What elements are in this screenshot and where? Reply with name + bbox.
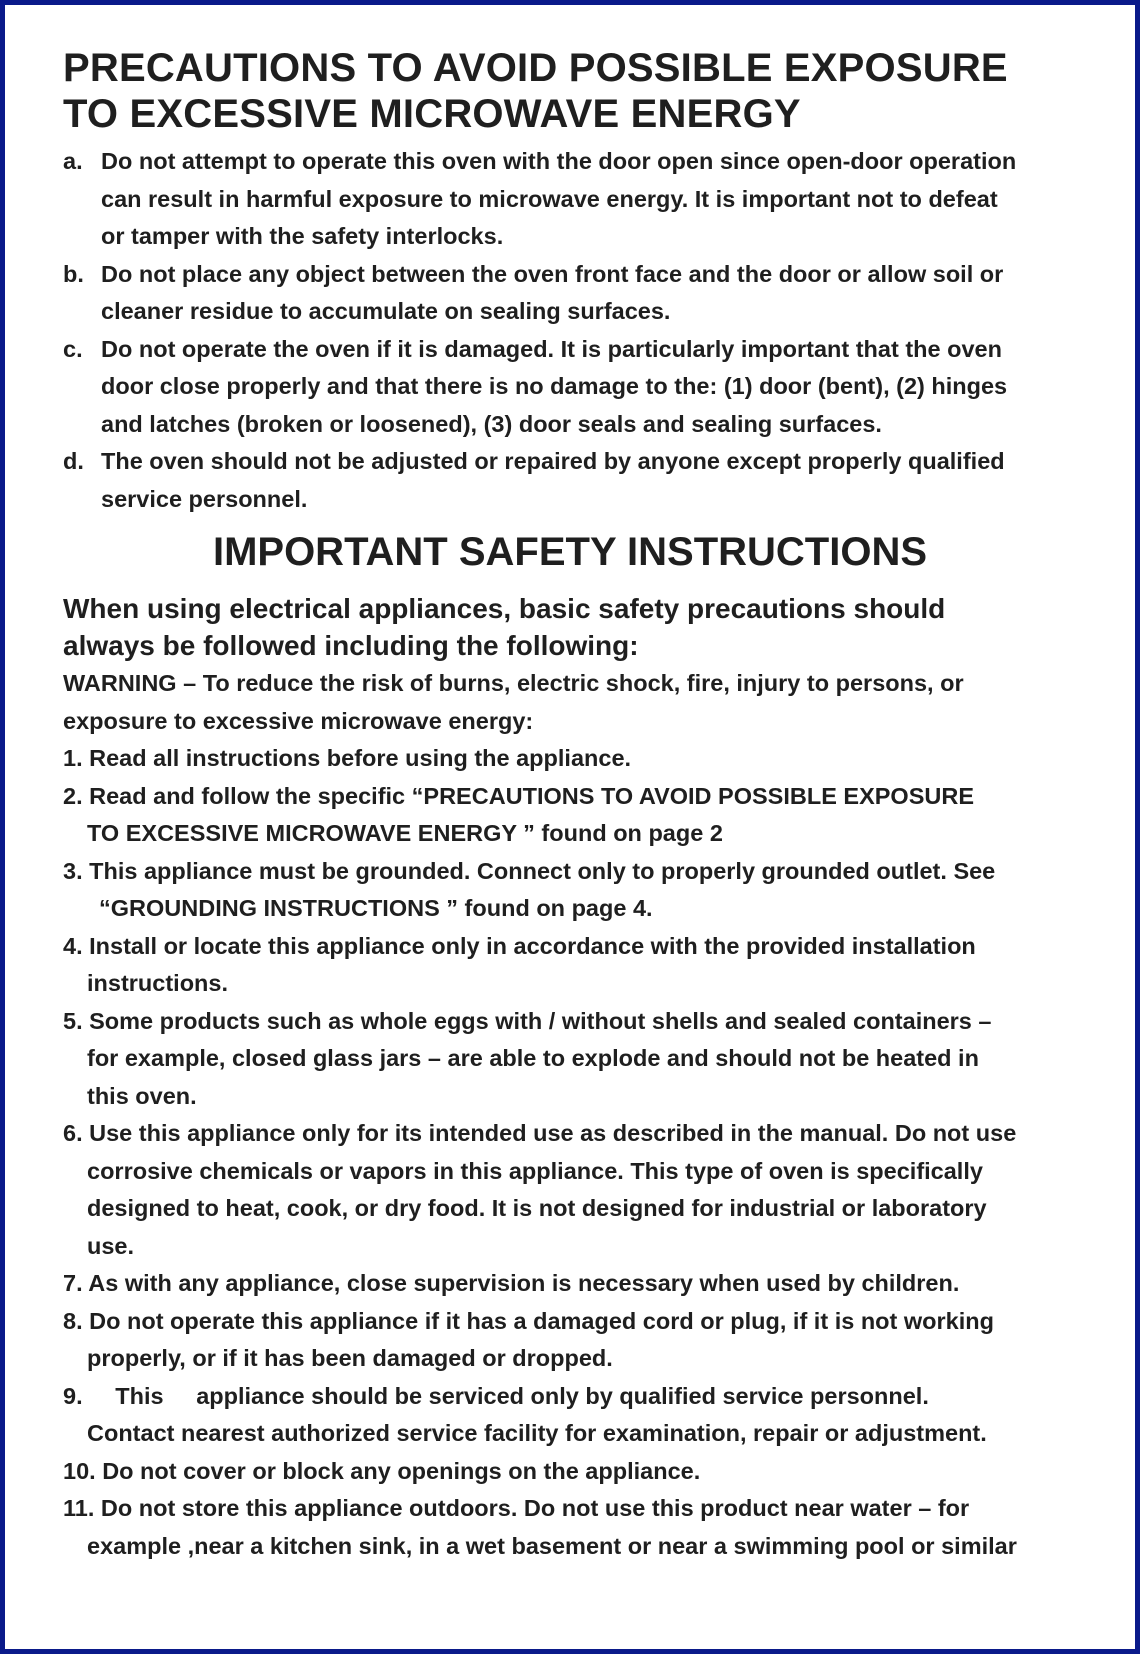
item-line: 8. Do not operate this appliance if it has a damaged cord or plug, if it is not working [63,1307,994,1334]
instruction-item-2 [63,778,1077,853]
precaution-item-d [63,443,1077,518]
precautions-title-line: PRECAUTIONS TO AVOID POSSIBLE EXPOSURE [63,46,1008,90]
item-line: can result in harmful exposure to microwave energy. It is important not to defeat [101,185,998,212]
item-text [101,256,1077,331]
precautions-title-line: TO EXCESSIVE MICROWAVE ENERGY [63,92,801,136]
item-line: Contact nearest authorized service facility for examination, repair or adjustment. [87,1420,987,1446]
instruction-item-8 [63,1303,1077,1378]
precautions-list [63,143,1077,518]
precaution-item-a [63,143,1077,256]
item-marker: d. [63,448,84,474]
warning-text [63,664,1077,740]
item-line: “GROUNDING INSTRUCTIONS ” found on page 4. [99,895,653,921]
item-line: Do not attempt to operate this oven with the door open since open-door operation [101,148,1017,174]
item-line: 10. Do not cover or block any openings on the appliance. [63,1457,701,1484]
item-line: for example, closed glass jars – are able to explode and should not be heated in [87,1045,979,1071]
item-text [101,443,1077,518]
instruction-item-7 [63,1265,1077,1303]
item-line: designed to heat, cook, or dry food. It is not designed for industrial or laboratory [87,1195,987,1221]
item-line: or tamper with the safety interlocks. [101,223,504,249]
item-line: 3. This appliance must be grounded. Connect only to properly grounded outlet. See [63,857,996,884]
item-line: Do not operate the oven if it is damaged. It is particularly important that the oven [101,335,1002,362]
instruction-item-3 [63,853,1077,928]
item-line: 1. Read all instructions before using the appliance. [63,745,632,771]
item-line: 6. Use this appliance only for its intended use as described in the manual. Do not use [63,1120,1017,1146]
instruction-item-6 [63,1115,1077,1265]
precaution-item-b [63,256,1077,331]
item-line: 2. Read and follow the specific “PRECAUTIONS TO AVOID POSSIBLE EXPOSURE [63,782,975,809]
item-line: 4. Install or locate this appliance only in accordance with the provided installation [63,932,976,959]
item-line: instructions. [87,970,229,996]
item-line: example ,near a kitchen sink, in a wet basement or near a swimming pool or similar [87,1532,1017,1559]
item-line: cleaner residue to accumulate on sealing surfaces. [101,298,671,324]
intro-line: When using electrical appliances, basic safety precautions should [63,593,946,624]
item-line: TO EXCESSIVE MICROWAVE ENERGY ” found on page 2 [87,820,723,846]
item-line: corrosive chemicals or vapors in this appliance. This type of oven is specifically [87,1157,983,1184]
item-text [101,331,1077,444]
item-line: and latches (broken or loosened), (3) door seals and sealing surfaces. [101,410,882,437]
instruction-item-11 [63,1490,1077,1565]
item-line: Do not place any object between the oven front face and the door or allow soil or [101,260,1004,287]
instruction-item-9 [63,1378,1077,1453]
safety-instructions-list [63,740,1077,1565]
instruction-item-4 [63,928,1077,1003]
item-line: 7. As with any appliance, close supervision is necessary when used by children. [63,1270,960,1296]
warning-line: exposure to excessive microwave energy: [63,708,534,734]
intro-line: always be followed including the following: [63,630,639,661]
item-text [101,143,1077,256]
item-line: this oven. [87,1082,197,1109]
warning-line: WARNING – To reduce the risk of burns, electric shock, fire, injury to persons, or [63,670,964,696]
item-marker: b. [63,260,84,287]
item-marker: c. [63,335,83,362]
item-line: 9. This appliance should be serviced only by qualified service personnel. [63,1382,929,1409]
instruction-item-10 [63,1453,1077,1491]
precaution-item-c [63,331,1077,444]
item-line: 11. Do not store this appliance outdoors. Do not use this product near water – for [63,1495,970,1521]
instruction-item-1 [63,740,1077,778]
item-line: The oven should not be adjusted or repaired by anyone except properly qualified [101,448,1005,474]
item-line: 5. Some products such as whole eggs with / without shells and sealed containers – [63,1007,992,1034]
instruction-item-5 [63,1003,1077,1116]
item-line: use. [87,1232,135,1259]
item-line: service personnel. [101,485,308,512]
item-marker: a. [63,148,83,174]
safety-intro [63,590,1077,664]
safety-title: IMPORTANT SAFETY INSTRUCTIONS [212,530,928,574]
precautions-title [63,45,1077,137]
item-line: door close properly and that there is no damage to the: (1) door (bent), (2) hinges [101,373,1008,399]
item-line: properly, or if it has been damaged or dropped. [87,1345,613,1371]
